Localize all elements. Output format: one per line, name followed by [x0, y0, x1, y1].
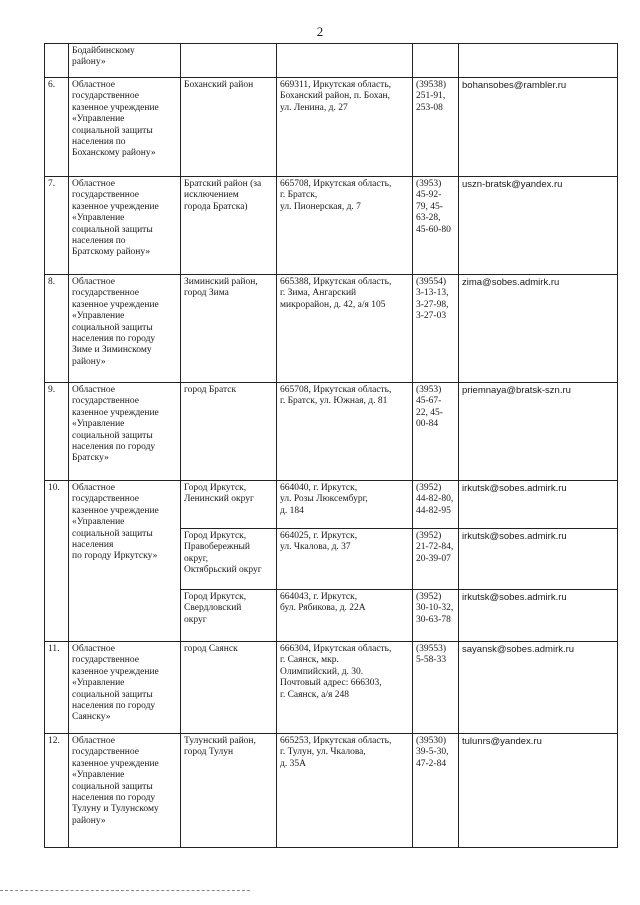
address: 664043, г. Иркутск, бул. Рябикова, д. 22А — [277, 590, 413, 642]
organization-name: Областное государственное казенное учреждение «Управление социальной защиты населения по Боханскому району» — [69, 78, 181, 177]
row-number: 11. — [45, 642, 69, 734]
service-area: город Саянск — [181, 642, 277, 734]
row-number: 8. — [45, 275, 69, 383]
service-area: Тулунский район, город Тулун — [181, 734, 277, 848]
phone: (3952) 44-82-80, 44-82-95 — [413, 481, 459, 529]
table-row — [45, 44, 618, 78]
service-area: Город Иркутск, Ленинский округ — [181, 481, 277, 529]
address — [277, 44, 413, 78]
social-protection-offices-table — [44, 43, 618, 848]
phone: (39553) 5-58-33 — [413, 642, 459, 734]
email[interactable]: irkutsk@sobes.admirk.ru — [459, 481, 618, 529]
organization-name: Областное государственное казенное учреждение «Управление социальной защиты населения по городу Тулуну и Тулунскому району» — [69, 734, 181, 848]
email[interactable]: uszn-bratsk@yandex.ru — [459, 177, 618, 275]
address: 665708, Иркутская область, г. Братск, ул. Пионерская, д. 7 — [277, 177, 413, 275]
service-area: Город Иркутск, Правобережный округ, Октябрьский округ — [181, 529, 277, 590]
email — [459, 44, 618, 78]
organization-name: Областное государственное казенное учреждение «Управление социальной защиты населения по Братскому району» — [69, 177, 181, 275]
service-area: Зиминский район, город Зима — [181, 275, 277, 383]
email[interactable]: zima@sobes.admirk.ru — [459, 275, 618, 383]
email[interactable]: irkutsk@sobes.admirk.ru — [459, 590, 618, 642]
table-row — [45, 383, 618, 481]
service-area: Братский район (за исключением города Братска) — [181, 177, 277, 275]
email[interactable]: bohansobes@rambler.ru — [459, 78, 618, 177]
row-number: 12. — [45, 734, 69, 848]
address: 664040, г. Иркутск, ул. Розы Люксембург, д. 184 — [277, 481, 413, 529]
phone: (3953) 45-92- 79, 45- 63-28, 45-60-80 — [413, 177, 459, 275]
table-row — [45, 177, 618, 275]
organization-name: Областное государственное казенное учреждение «Управление социальной защиты населения по городу Зиме и Зиминскому району» — [69, 275, 181, 383]
phone: (39530) 39-5-30, 47-2-84 — [413, 734, 459, 848]
phone: (3953) 45-67- 22, 45- 00-84 — [413, 383, 459, 481]
email[interactable]: priemnaya@bratsk-szn.ru — [459, 383, 618, 481]
phone — [413, 44, 459, 78]
table-row — [45, 275, 618, 383]
organization-name: Бодайбинскому району» — [69, 44, 181, 78]
email[interactable]: sayansk@sobes.admirk.ru — [459, 642, 618, 734]
service-area: город Братск — [181, 383, 277, 481]
phone: (3952) 30-10-32, 30-63-78 — [413, 590, 459, 642]
table-row — [45, 481, 618, 529]
footer-divider — [0, 890, 250, 891]
phone: (3952) 21-72-84, 20-39-07 — [413, 529, 459, 590]
address: 669311, Иркутская область, Боханский район, п. Бохан, ул. Ленина, д. 27 — [277, 78, 413, 177]
row-number: 7. — [45, 177, 69, 275]
table-row — [45, 642, 618, 734]
row-number: 10. — [45, 481, 69, 642]
row-number: 9. — [45, 383, 69, 481]
table-row — [45, 78, 618, 177]
service-area: Боханский район — [181, 78, 277, 177]
organization-name: Областное государственное казенное учреждение «Управление социальной защиты населения по городу Иркутску» — [69, 481, 181, 642]
email[interactable]: irkutsk@sobes.admirk.ru — [459, 529, 618, 590]
table-row — [45, 734, 618, 848]
page-number: 2 — [316, 24, 324, 39]
service-area — [181, 44, 277, 78]
phone: (39554) 3-13-13, 3-27-98, 3-27-03 — [413, 275, 459, 383]
row-number: 6. — [45, 78, 69, 177]
email[interactable]: tulunrs@yandex.ru — [459, 734, 618, 848]
row-number — [45, 44, 69, 78]
address: 665253, Иркутская область, г. Тулун, ул. Чкалова, д. 35А — [277, 734, 413, 848]
organization-name: Областное государственное казенное учреждение «Управление социальной защиты населения по городу Братску» — [69, 383, 181, 481]
address: 664025, г. Иркутск, ул. Чкалова, д. 37 — [277, 529, 413, 590]
service-area: Город Иркутск, Свердловский округ — [181, 590, 277, 642]
address: 665708, Иркутская область, г. Братск, ул. Южная, д. 81 — [277, 383, 413, 481]
address: 666304, Иркутская область, г. Саянск, мкр. Олимпийский, д. 30. Почтовый адрес: 666303, г. Саянск, а/я 248 — [277, 642, 413, 734]
organization-name: Областное государственное казенное учреждение «Управление социальной защиты населения по городу Саянску» — [69, 642, 181, 734]
phone: (39538) 251-91, 253-08 — [413, 78, 459, 177]
address: 665388, Иркутская область, г. Зима, Ангарский микрорайон, д. 42, а/я 105 — [277, 275, 413, 383]
